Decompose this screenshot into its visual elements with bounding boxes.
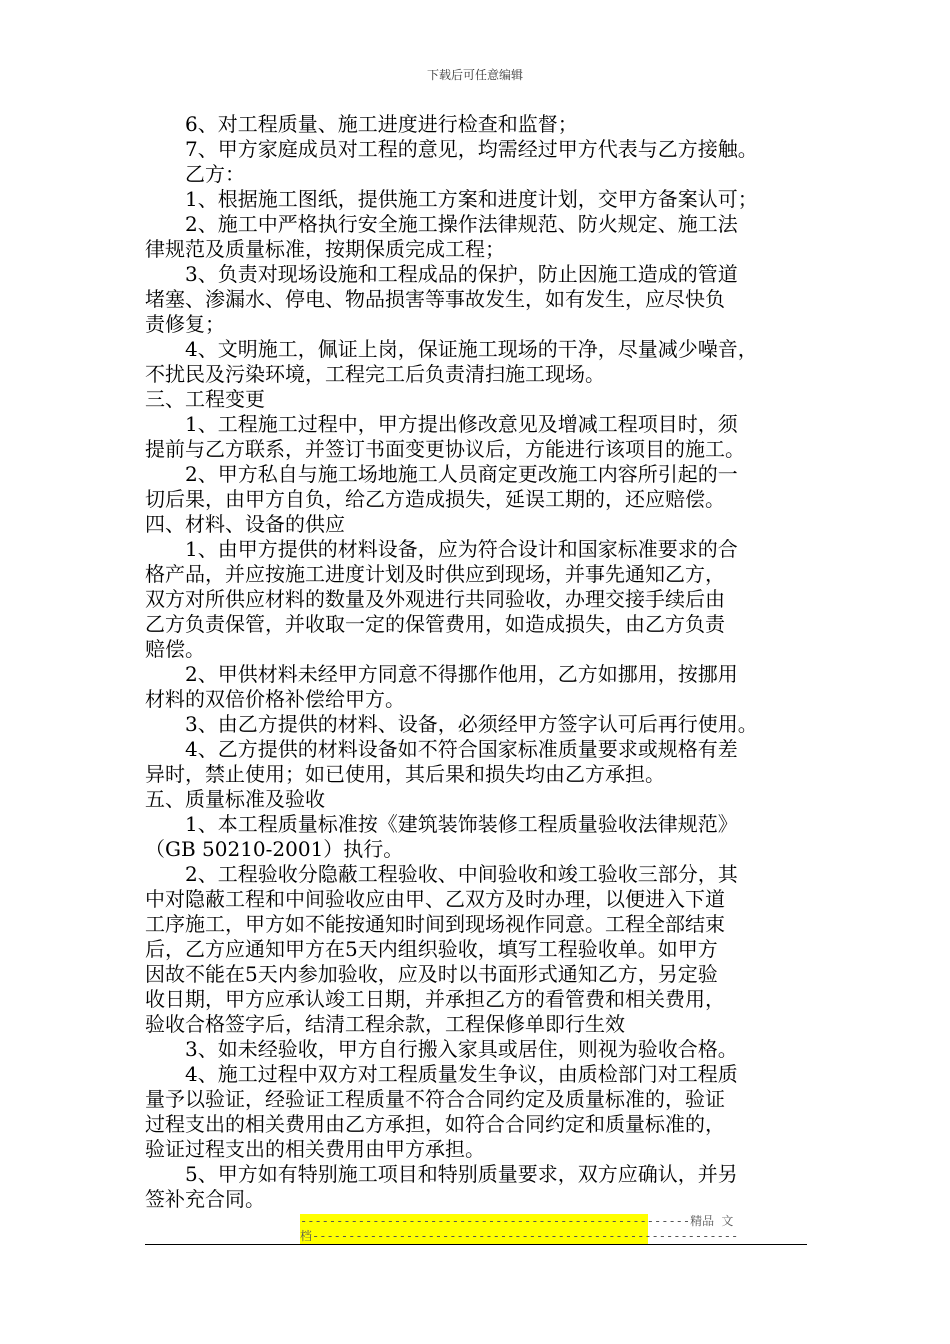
text-line: 3、负责对现场设施和工程成品的保护，防止因施工造成的管道: [145, 262, 738, 286]
text-line: 不扰民及污染环境，工程完工后负责清扫施工现场。: [145, 362, 605, 386]
text-line: 1、本工程质量标准按《建筑装饰装修工程质量验收法律规范》: [145, 812, 738, 836]
text-line: 双方对所供应材料的数量及外观进行共同验收，办理交接手续后由: [145, 587, 725, 611]
text-line: 1、工程施工过程中，甲方提出修改意见及增减工程项目时，须: [145, 412, 738, 436]
text-line: 1、由甲方提供的材料设备，应为符合设计和国家标准要求的合: [145, 537, 738, 561]
footer-line-2: 档-----------------------------------------------------------: [300, 1229, 739, 1243]
text-line: 因故不能在5天内参加验收，应及时以书面形式通知乙方，另定验: [145, 962, 718, 986]
text-line: 堵塞、渗漏水、停电、物品损害等事故发生，如有发生，应尽快负: [145, 287, 725, 311]
text-line: 三、工程变更: [145, 387, 265, 411]
text-line: 2、甲供材料未经甲方同意不得挪作他用，乙方如挪用，按挪用: [145, 662, 738, 686]
text-line: 责修复；: [145, 312, 225, 336]
text-line: 量予以验证，经验证工程质量不符合合同约定及质量标准的，验证: [145, 1087, 725, 1111]
text-line: 4、文明施工，佩证上岗，保证施工现场的干净，尽量减少噪音，: [145, 337, 758, 361]
text-line: 1、根据施工图纸，提供施工方案和进度计划，交甲方备案认可；: [145, 187, 758, 211]
text-line: 四、材料、设备的供应: [145, 512, 345, 536]
text-line: 验收合格签字后，结清工程余款，工程保修单即行生效: [145, 1012, 625, 1036]
text-line: 格产品，并应按施工进度计划及时供应到现场，并事先通知乙方，: [145, 562, 725, 586]
download-note: 下载后可任意编辑: [426, 68, 523, 82]
text-line: 2、工程验收分隐蔽工程验收、中间验收和竣工验收三部分，其: [145, 862, 738, 886]
text-line: 材料的双倍价格补偿给甲方。: [145, 687, 405, 711]
footer-line-1: ------------------------------------------------------精品 文: [300, 1214, 734, 1228]
text-line: 签补充合同。: [145, 1187, 265, 1211]
text-line: 3、由乙方提供的材料、设备，必须经甲方签字认可后再行使用。: [145, 712, 758, 736]
text-line: 乙方：: [145, 162, 245, 186]
text-line: 4、乙方提供的材料设备如不符合国家标准质量要求或规格有差: [145, 737, 738, 761]
footer-divider: [145, 1244, 807, 1245]
text-line: 6、对工程质量、施工进度进行检查和监督；: [145, 112, 578, 136]
text-line: 5、甲方如有特别施工项目和特别质量要求，双方应确认，并另: [145, 1162, 738, 1186]
text-line: 4、施工过程中双方对工程质量发生争议，由质检部门对工程质: [145, 1062, 738, 1086]
text-line: 2、施工中严格执行安全施工操作法律规范、防火规定、施工法: [145, 212, 738, 236]
text-line: 异时，禁止使用；如已使用，其后果和损失均由乙方承担。: [145, 762, 665, 786]
footer-watermark: [300, 1214, 739, 1244]
text-line: 赔偿。: [145, 637, 205, 661]
text-line: 五、质量标准及验收: [145, 787, 325, 811]
document-body: [145, 112, 810, 1212]
text-line: 2、甲方私自与施工场地施工人员商定更改施工内容所引起的一: [145, 462, 738, 486]
text-line: 律规范及质量标准，按期保质完成工程；: [145, 237, 505, 261]
text-line: 3、如未经验收，甲方自行搬入家具或居住，则视为验收合格。: [145, 1037, 738, 1061]
text-line: 乙方负责保管，并收取一定的保管费用，如造成损失，由乙方负责: [145, 612, 725, 636]
text-line: 提前与乙方联系，并签订书面变更协议后，方能进行该项目的施工。: [145, 437, 745, 461]
text-line: 工序施工，甲方如不能按通知时间到现场视作同意。工程全部结束: [145, 912, 725, 936]
text-line: 7、甲方家庭成员对工程的意见，均需经过甲方代表与乙方接触。: [145, 137, 758, 161]
text-line: 切后果，由甲方自负，给乙方造成损失，延误工期的，还应赔偿。: [145, 487, 725, 511]
text-line: 后，乙方应通知甲方在5天内组织验收，填写工程验收单。如甲方: [145, 937, 718, 961]
text-line: （GB 50210-2001）执行。: [145, 837, 404, 861]
text-line: 验证过程支出的相关费用由甲方承担。: [145, 1137, 485, 1161]
text-line: 过程支出的相关费用由乙方承担，如符合合同约定和质量标准的，: [145, 1112, 725, 1136]
text-line: 收日期，甲方应承认竣工日期，并承担乙方的看管费和相关费用，: [145, 987, 725, 1011]
text-line: 中对隐蔽工程和中间验收应由甲、乙双方及时办理，以便进入下道: [145, 887, 725, 911]
